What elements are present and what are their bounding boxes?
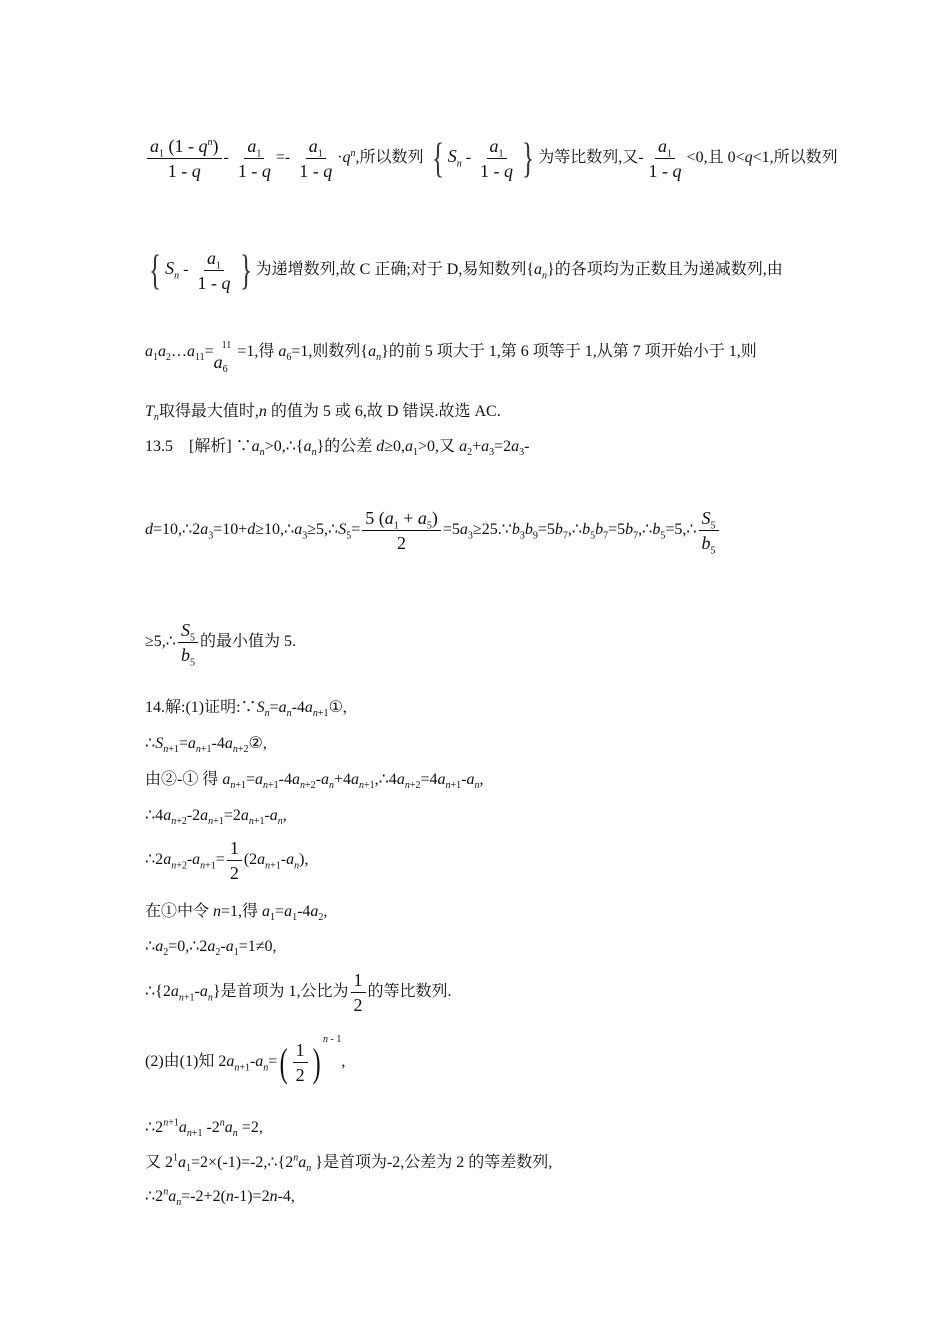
text: 13.5 [解析] ∵ (145, 438, 252, 455)
text: =2, (241, 1119, 263, 1136)
line-4: $T_n$取得最大值时,n 的值为 5 或 6,故 D 错误.故选 AC. (145, 403, 501, 424)
text: 在①中令 (145, 903, 214, 920)
text: ,∴ (638, 521, 653, 539)
q14-line-6: 在①中令 n=1,得 $a_1=a_1-4a_2$, (145, 903, 328, 924)
q14-line-10: $\therefore 2^{n+1}a_{n+1}$ $-2^na_n =2$, (145, 1117, 263, 1140)
text: }是首项为-2,公差为 2 的等差数列, (315, 1154, 553, 1171)
text: =10+ (213, 521, 248, 539)
fraction: $\frac{a_1 (1 - q^n)}{1 - q}$ (147, 136, 222, 181)
text: >0,∴{ (264, 438, 304, 455)
q14-line-2: $\therefore S_{n+1}=a_{n+1}-4a_{n+2}②$, (145, 735, 267, 756)
text: =5 (608, 521, 626, 539)
text: <0,且 0< (686, 149, 745, 167)
text: <1,所以数列 (752, 149, 838, 167)
text: ≥10,∴ (255, 521, 295, 539)
text: =5 (537, 521, 555, 539)
text: 的最小值为 5. (199, 633, 296, 651)
q14-line-1: 14.解:(1)证明$:\because S_n=a_n-4a_{n+1}①$, (145, 699, 347, 720)
text: =10,∴2 (153, 521, 201, 539)
fraction: $\frac{5 (a_1 + a_5)}{2}$ (362, 508, 441, 553)
line-3: $a_1a_2\dots a_{11}=a_6^{11} =1$,得 $a_6=1$,则数列$\{a_n\}$的前 5 项大于 1,第 6 项等于 1,从第 7 项开始小于 1,则 (145, 339, 757, 376)
text: =-2+2( (181, 1188, 226, 1205)
text: ①, (328, 699, 347, 716)
fraction: $\frac{a_1}{1 - q}$ (480, 136, 514, 181)
text: 取得最大值时, (158, 403, 259, 420)
text: ∴{2 (145, 983, 171, 1001)
line-1: $\frac{a_1 (1 - q^n)}{1 - q}$ - $\frac{a_1}{1 - q}$ =- $\frac{a_1}{1 - q}$ $\cdot q^n$,所以数列 { $S_n$ - $\frac{a_1}{1 - q}$ } 为等比数列,又- $\frac{a_1}{1 - q}$ <0,且 0<q<1,所以数列 (145, 136, 838, 181)
q14-line-9: (2)由(1)知 $2a_{n+1}-a_n=$( $\frac{1}{2}$ )$^{n - 1}$, (145, 1033, 346, 1085)
text: =2 (494, 438, 512, 455)
fraction: $\frac{S_5}{b_5}$ (699, 508, 719, 553)
text: ,∴ (567, 521, 583, 539)
q14-line-12: $\therefore 2^na_n=-2+2(n-1)=2n-4$, (145, 1186, 295, 1209)
q14-line-4: $\therefore 4a_{n+2}-2a_{n+1}=2a_{n+1}-a_n$, (145, 807, 287, 828)
text: ≥25.∵ (472, 521, 512, 539)
fraction: $\frac{a_1}{1 - q}$ (197, 248, 231, 293)
text: 又 2 (145, 1154, 174, 1171)
text: ≥5,∴ (145, 633, 176, 651)
text: ≠0, (255, 938, 277, 955)
text: 为等比数列,又 (538, 149, 639, 167)
text: -4, (277, 1188, 295, 1205)
text: =5 (442, 521, 460, 539)
text: ,所以数列 (355, 149, 424, 167)
text: }的各项均为正数且为递减数列,由 (547, 261, 783, 279)
text: = (351, 521, 361, 539)
fraction: $\frac{1}{2}$ (293, 1040, 308, 1085)
q14-line-5: $\therefore 2a_{n+2}-a_{n+1}=$ $\frac{1}{2}$ $(2a_{n+1}-a_n)$, (145, 838, 309, 883)
fraction: $\frac{a_1}{1 - q}$ (237, 136, 271, 181)
text: 的值为 5 或 6,故 D 错误.故选 AC. (266, 403, 501, 420)
text: ②, (248, 735, 267, 752)
q13-line-2: $d=10,\therefore 2a_3=10+d\ge 10,\therefore a_3\ge 5,\therefore S_5=$ $\frac{5 (a_1 + a_5)}{2}$ $=5a_3\ge 25.\because b_3b_9=5b_7,\therefore b_5b_7=5b_7,\therefore b_5=5,\therefore$ $\frac{S_5}{b_5}$ (145, 508, 721, 553)
text: >0,又 (418, 438, 460, 455)
q13-line-1: 13.5 [解析] $\because a_n>0,\therefore\{a_n\}$的公差 $d\ge 0,a_1>0$,又 $a_2+a_3=2a_3-$ (145, 438, 530, 459)
text: 由②-① 得 (145, 771, 223, 788)
text: }是首项为 1,公比为 (212, 983, 349, 1001)
line-2: { $S_n$ - $\frac{a_1}{1 - q}$ } 为递增数列,故 C 正确;对于 D,易知数列$\{a_n\}$的各项均为正数且为递减数列,由 (149, 247, 783, 294)
text: (2)由(1)知 2 (145, 1053, 227, 1071)
q14-line-3: 由②-① 得 $a_{n+1}=a_{n+1}-4a_{n+2}-a_n+4a_{n+1},\therefore 4a_{n+2}=4a_{n+1}-a_n$, (145, 771, 484, 792)
text: }的公差 (316, 438, 377, 455)
text: }的前 5 项大于 1,第 6 项等于 1,从第 7 项开始小于 1,则 (381, 343, 757, 360)
text: =1,得 (237, 343, 279, 360)
q14-line-8: $\therefore\{2a_{n+1}-a_n\}$是首项为 1,公比为 $\frac{1}{2}$ 的等比数列. (145, 970, 452, 1015)
q14-line-11: 又 $2^1a_1=2\times(-1)=-2,\therefore\{2^na_n$ }是首项为-2,公差为 2 的等差数列, (145, 1152, 553, 1175)
text: -1)=2 (233, 1188, 270, 1205)
text: ≥5,∴ (307, 521, 339, 539)
fraction: $\frac{1}{2}$ (351, 970, 366, 1015)
text: =1,得 (221, 903, 263, 920)
text: =2×(-1)=-2,∴{2 (191, 1154, 294, 1171)
text: =5,∴ (665, 521, 697, 539)
text: ≥0, (384, 438, 406, 455)
text: 14.解:(1)证明:∵ (145, 699, 257, 716)
fraction: $\frac{S_5}{b_5}$ (178, 620, 198, 665)
fraction: $\frac{1}{2}$ (227, 838, 242, 883)
text: =1,则数列{ (291, 343, 369, 360)
q14-line-7: $\therefore a_2=0,\therefore 2a_2-a_1=1\ne 0$, (145, 938, 277, 959)
text: - (524, 438, 530, 455)
text: 的等比数列. (367, 983, 452, 1001)
q13-line-3 (145, 620, 296, 669)
fraction: $\frac{a_1}{1 - q}$ (299, 136, 333, 181)
fraction: $\frac{a_1}{1 - q}$ (648, 136, 682, 181)
text: 为递增数列,故 C 正确;对于 D,易知数列{ (255, 261, 535, 279)
